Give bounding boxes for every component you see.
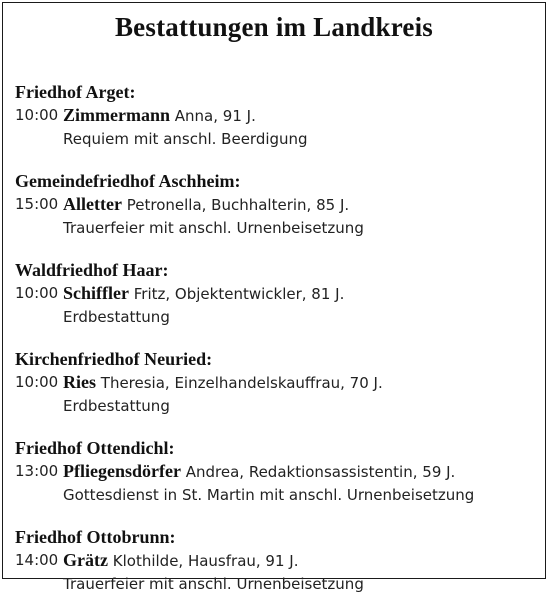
funeral-line [15, 371, 539, 418]
funeral-entry [15, 170, 539, 240]
ceremony-type: Erdbestattung [63, 308, 170, 326]
cemetery-name: Friedhof Arget: [15, 82, 136, 102]
funeral-time: 13:00 [15, 462, 59, 480]
funeral-time: 10:00 [15, 106, 59, 124]
ceremony-type: Erdbestattung [63, 397, 170, 415]
deceased-surname: Schiffler [63, 283, 129, 303]
ceremony-type: Gottesdienst in St. Martin mit anschl. Urnenbeisetzung [63, 486, 475, 504]
deceased-surname: Ries [63, 372, 96, 392]
cemetery-name: Kirchenfriedhof Neuried: [15, 349, 213, 369]
ceremony-type: Trauerfeier mit anschl. Urnenbeisetzung [63, 575, 364, 593]
page-title: Bestattungen im Landkreis [114, 12, 434, 42]
funeral-line [15, 282, 539, 329]
deceased-surname: Pfliegensdörfer [63, 461, 181, 481]
cemetery-name: Friedhof Ottendichl: [15, 438, 175, 458]
funeral-time: 14:00 [15, 551, 59, 569]
deceased-surname: Alletter [63, 194, 122, 214]
funeral-entry [15, 259, 539, 329]
funeral-line [15, 460, 539, 507]
funeral-line [15, 104, 539, 151]
funeral-line [15, 193, 539, 240]
funeral-time: 10:00 [15, 284, 59, 302]
funeral-time: 15:00 [15, 195, 59, 213]
funeral-line [15, 549, 539, 596]
deceased-details: Petronella, Buchhalterin, 85 J. [126, 196, 350, 214]
deceased-surname: Grätz [63, 550, 108, 570]
deceased-details: Andrea, Redaktionsassistentin, 59 J. [185, 463, 456, 481]
funeral-entry [15, 348, 539, 418]
funeral-entry [15, 526, 539, 596]
cemetery-name: Gemeindefriedhof Aschheim: [15, 171, 241, 191]
funeral-entry [15, 437, 539, 507]
funeral-time: 10:00 [15, 373, 59, 391]
ceremony-type: Trauerfeier mit anschl. Urnenbeisetzung [63, 219, 364, 237]
deceased-details: Fritz, Objektentwickler, 81 J. [133, 285, 345, 303]
deceased-surname: Zimmermann [63, 105, 170, 125]
notice-frame [2, 2, 546, 593]
cemetery-name: Waldfriedhof Haar: [15, 260, 169, 280]
deceased-details: Klothilde, Hausfrau, 91 J. [112, 552, 299, 570]
deceased-details: Theresia, Einzelhandelskauffrau, 70 J. [100, 374, 383, 392]
deceased-details: Anna, 91 J. [174, 107, 256, 125]
funeral-entry [15, 81, 539, 151]
funeral-list [15, 81, 539, 615]
ceremony-type: Requiem mit anschl. Beerdigung [63, 130, 308, 148]
cemetery-name: Friedhof Ottobrunn: [15, 527, 176, 547]
